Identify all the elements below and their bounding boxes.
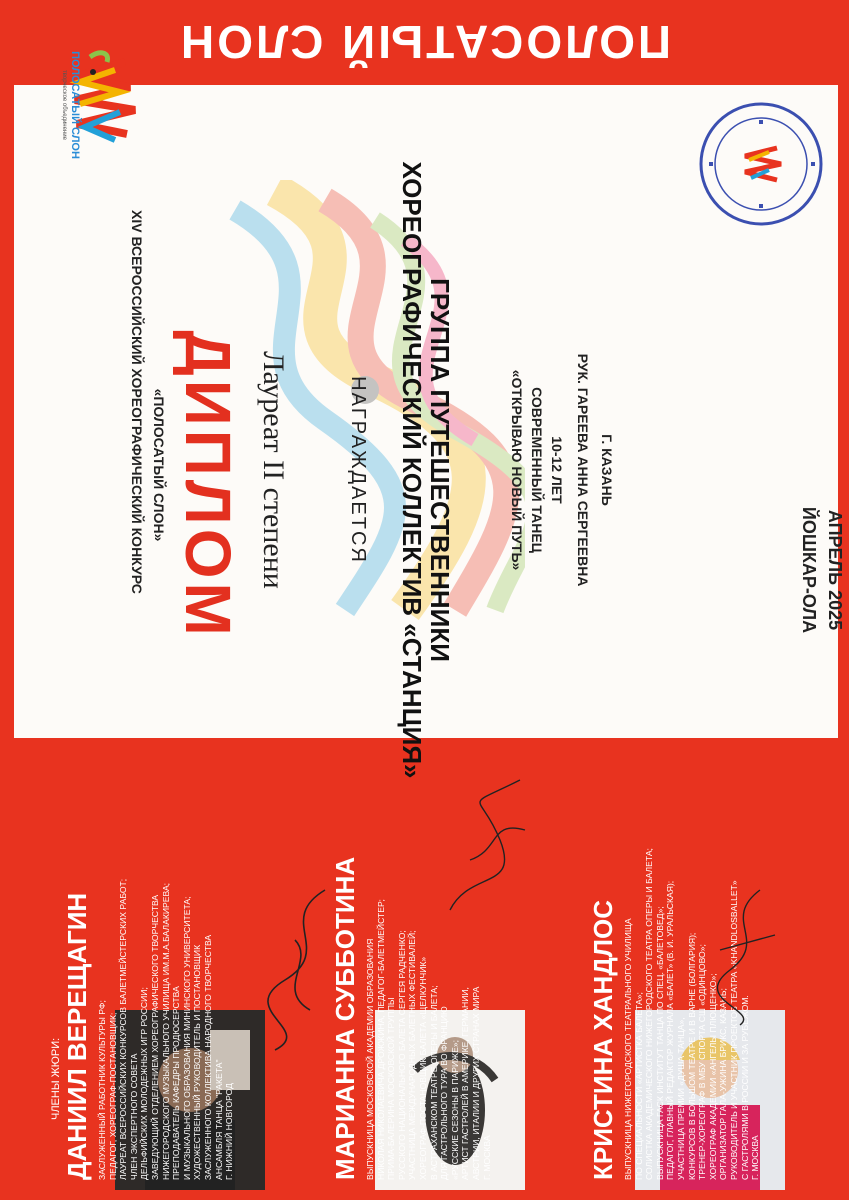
award-degree: Лауреат II степени (257, 351, 290, 589)
bio-line: Г. НИЖНИЙ НОВГОРОД (224, 1083, 235, 1180)
signature-2-icon (430, 770, 540, 920)
signature-3-icon (700, 880, 790, 1030)
contest-name: XIV ВСЕРОССИЙСКИЙ ХОРЕОГРАФИЧЕСКИЙ КОНКУРС (129, 210, 145, 594)
signature-1-icon (255, 880, 345, 1060)
bio-line: ПРИМА-БАЛЕРИНА МОСКОВСКОЙ ТРУППЫ (386, 997, 397, 1180)
diploma-content (15, 0, 845, 779)
logo-subtitle: творческое объединение (61, 70, 67, 140)
bio-line: ВЫПУСКНИЦА ГАСК ИНСТИТУТ ТАНЦА ПО СПЕЦ. «БАЛЕТОВЕД»; (654, 906, 665, 1180)
jury-bio (97, 740, 235, 1180)
bio-line: И МУЗЫКАЛЬНОГО ОБРАЗОВАНИЯ МИНИНСКОГО УНИВЕРСИТЕТА; (181, 896, 192, 1180)
left-edge (0, 0, 14, 740)
awarded-label: НАГРАЖДАЕТСЯ (347, 376, 369, 564)
brand-title: ПОЛОСАТЫЙ СЛОН (177, 16, 672, 69)
bio-line: ДЛЯ ГАСТРОЛЬНОГО ТУРА ВО ФРАНЦИЮ (439, 1006, 450, 1180)
bio-line: ЗАВЕДУЮЩИЙ ОТДЕЛЕНИЕМ ХОРЕОГРАФИЧЕСКОГО ТВОРЧЕСТВА (149, 894, 160, 1180)
bio-line: ПЕДАГОГ, ГЛАВНЫЙ РЕДАКТОР ЖУРНАЛА «БАЛЕТ» (В. И. УРАЛЬСКАЯ); (665, 880, 676, 1180)
bio-line: В АСТРАХАНСКОМ ТЕАТРЕ ОПЕРЫ И БАЛЕТА; (428, 985, 439, 1180)
bio-line: ХОРЕОГРАФ-ПОСТАНОВЩИК БАЛЕТА «ЩЕЛКУНЧИК» (417, 956, 428, 1180)
jury-name: ДАНИИЛ ВЕРЕЩАГИН (62, 892, 92, 1180)
bio-line: ЛАУРЕАТ ВСЕРОССИЙСКИХ КОНКУРСОВ БАЛЕТМЕЙСТЕРСКИХ РАБОТ; (118, 878, 129, 1180)
stamp-seal-icon (697, 100, 825, 228)
group-name: ГРУППА ПУТЕШЕСТВЕННИКИ (425, 278, 455, 662)
bio-line: КОНКУРСОВ В БОЛЬШОМ ТЕАТРЕ И В ВАРНЕ (БОЛГАРИЯ); (686, 932, 697, 1180)
bio-line: Г. МОСКВА (481, 1135, 492, 1180)
bio-line: ПРЕПОДАВАТЕЛЬ КАФЕДРЫ ПРОДЮСЕРСТВА (171, 986, 182, 1180)
contest-name-line2: «ПОЛОСАТЫЙ СЛОН» (151, 388, 167, 542)
bio-line: ЗАСЛУЖЕННЫЙ РАБОТНИК КУЛЬТУРЫ РФ; (97, 1000, 107, 1180)
bio-line: РУКОВОДИТЕЛЬ И УЧАСТНИК ПРОЕКТОВ ТЕАТРА «KHANDLOSBALLET» (728, 880, 739, 1180)
bio-line: ЧЛЕН ЭКСПЕРТНОГО СОВЕТА (128, 1053, 139, 1180)
dance-title: «ОТКРЫВАЮ НОВЫЙ ПУТЬ» (509, 369, 525, 571)
bio-line: АНСАМБЛЯ ТАНЦА "РАКЕТА" (213, 1059, 224, 1180)
logo-title: ПОЛОСАТЫЙ СЛОН (69, 51, 81, 159)
bio-line: ПЕДАГОГ, ХОРЕОГРАФ-ПОСТАНОВЩИК; (107, 1012, 118, 1180)
leader-name: РУК. ГАРЕЕВА АННА СЕРГЕЕВНА (575, 353, 591, 587)
collective-name: ХОРЕОГРАФИЧЕСКИЙ КОЛЛЕКТИВ «СТАНЦИЯ» (397, 161, 427, 779)
bio-line: АРТИСТ ГАСТРОЛЕЙ В АМЕРИКЕ, ГЕРМАНИИ, (460, 987, 471, 1180)
event-place: ЙОШКАР-ОЛА (799, 506, 819, 634)
bio-line: НИЖЕГОРОДСКОГО МУЗЫКАЛЬНОГО УЧИЛИЩА ИМ.М.А.БАЛАКИРЕВА; (160, 882, 171, 1180)
event-date: АПРЕЛЬ 2025 (825, 509, 845, 631)
city: Г. КАЗАНЬ (599, 434, 615, 506)
bio-line: РУССКОГО НАЦИОНАЛЬНОГО БАЛЕТА СЕРГЕЯ РАДЧЕНКО; (396, 930, 407, 1180)
bio-line: ХУДОЖЕСТВЕННЫЙ РУКОВОДИТЕЛЬ И ПОСТАНОВЩИК (192, 944, 203, 1180)
bio-line: ОРГАНИЗАТОР ГАЛА-УЖИНА БРИКС, КАЗАНЬ; (718, 988, 729, 1180)
jury-name: МАРИАННА СУББОТИНА (330, 856, 360, 1180)
age-category: 10-12 ЛЕТ (549, 436, 565, 504)
diploma-title: ДИПЛОМ (172, 330, 244, 640)
bio-line: ВЫПУСКНИЦА НИЖЕГОРОДСКОГО ТЕАТРАЛЬНОГО УЧИЛИЩА (623, 918, 633, 1180)
bio-line: ВЫПУСКНИЦА МОСКОВСКОЙ АКАДЕМИИ ОБРАЗОВАНИЯ (365, 938, 375, 1180)
bio-line: ТРЕНЕР-ХОРЕОГРАФ В МБУ СПОРТА СШ «ОДИНЦОВО»; (697, 944, 708, 1180)
jury-member-1 (62, 740, 235, 1180)
bio-line: НИКОЛАЯ НИКОЛАЕВИЧА ДРОЖЖИНА, ПЕДАГОГ-БАЛЕТМЕЙСТЕР; (375, 899, 386, 1180)
jury-label: ЧЛЕНЫ ЖЮРИ: (50, 1037, 62, 1120)
bio-line: С ГАСТРОЛЯМИ В РОССИИ И ЗА РУБЕЖОМ. (739, 995, 750, 1180)
bio-line: АВСТРИИ, ИТАЛИИ И ДРУГИХ СТРАНАХ МИРА (470, 986, 481, 1180)
bio-line: «РУССКИЕ СЕЗОНЫ В ПАРИЖЕ»; (449, 1040, 460, 1180)
jury-name: КРИСТИНА ХАНДЛОС (588, 899, 618, 1180)
bio-line: ДЕЛЬФИЙСКИХ МОЛОДЕЖНЫХ ИГР РОССИИ; (139, 987, 150, 1180)
bio-line: ХОРЕОГРАФ АКАДЕМИИ «АНГЕЛЫ ПЛЮЩЕНКО»; (707, 973, 718, 1180)
bio-line: СОЛИСТКА АКАДЕМИЧЕСКОГО НИЖЕГОРОДСКОГО ТЕАТРА ОПЕРЫ И БАЛЕТА; (644, 848, 655, 1180)
bio-line: Г. МОСКВА (750, 1135, 761, 1180)
bio-line: УЧАСТНИЦА МЕЖДУНАРОДНЫХ БАЛЕТНЫХ ФЕСТИВАЛЕЙ; (407, 930, 418, 1180)
bio-line: УЧАСТНИЦА ПРЕМИИ «ДУША ТАНЦА», (675, 1017, 686, 1180)
dance-style: СОВРЕМЕННЫЙ ТАНЕЦ (529, 387, 545, 553)
bio-line: ЗАСЛУЖЕННОГО КОЛЛЕКТИВА НАРОДНОГО ТВОРЧЕСТВА (202, 934, 213, 1180)
bio-line: ПО СПЕЦИАЛЬНОСТИ «АРТИСТКА БАЛЕТА»; (633, 992, 644, 1180)
